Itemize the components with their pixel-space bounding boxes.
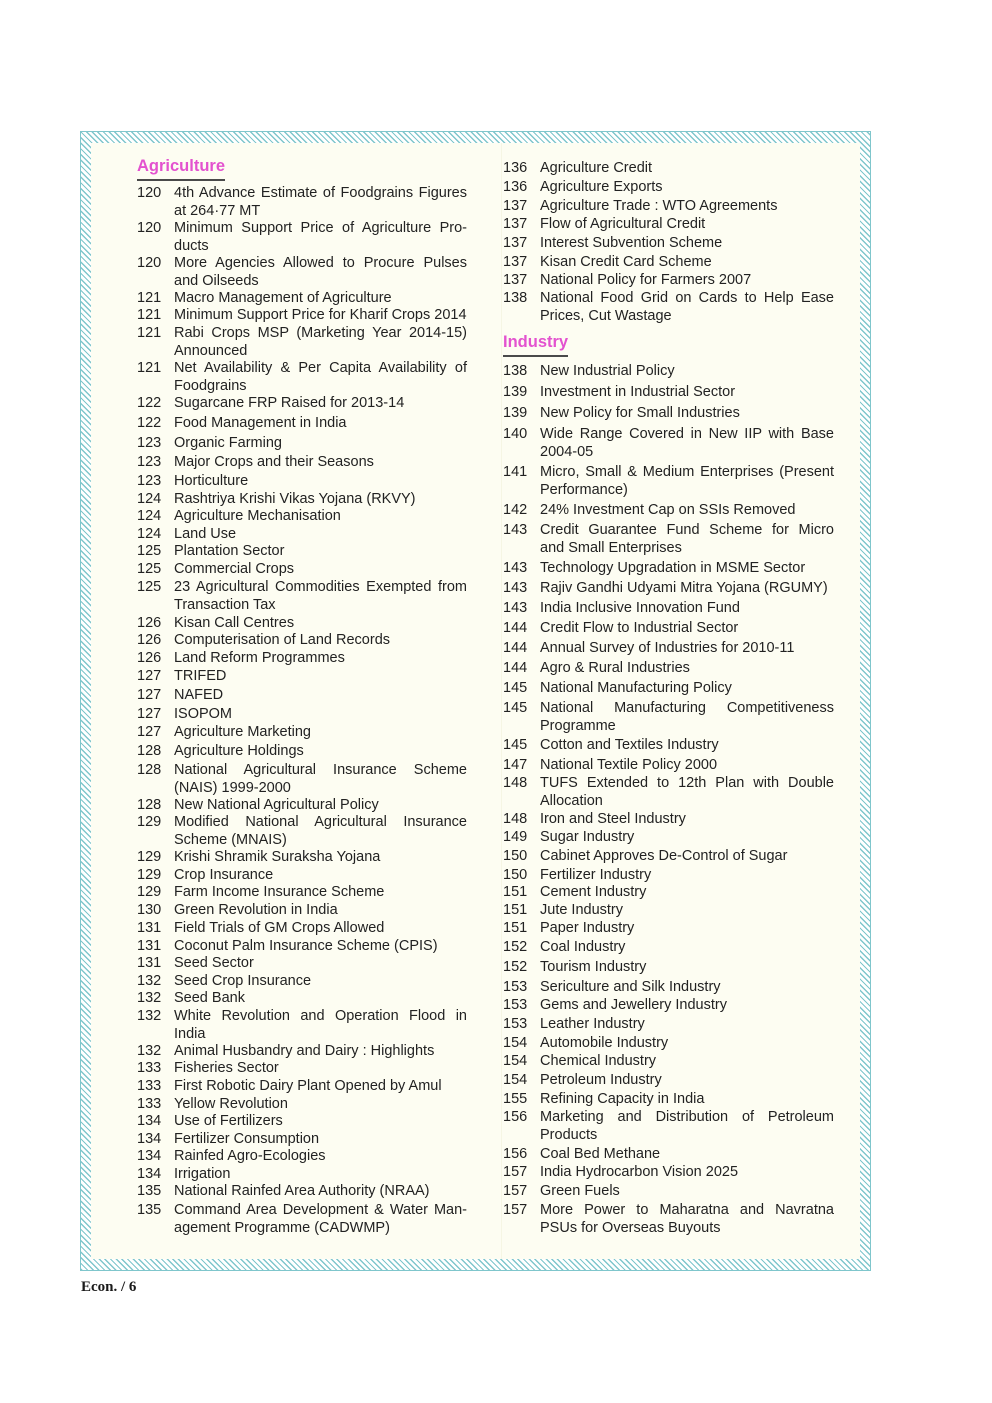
entry-title: Credit Guarantee Fund Scheme for Micro and Small Enterprises — [540, 522, 834, 556]
entry-page-number: 120 — [137, 220, 162, 236]
entry-page-number: 134 — [137, 1166, 162, 1182]
contents-panel — [91, 143, 860, 1259]
entry-title: Interest Subvention Scheme — [540, 235, 723, 251]
entry-page-number: 134 — [137, 1113, 162, 1129]
entry-page-number: 135 — [137, 1183, 162, 1199]
entry-title: Modified National Agricultural Insurance Scheme (MNAIS) — [174, 814, 467, 848]
entry-title: Plantation Sector — [174, 543, 285, 559]
entry-title: Sugar Industry — [540, 829, 635, 845]
entry-page-number: 121 — [137, 325, 162, 341]
entry-page-number: 137 — [503, 254, 528, 270]
entry-page-number: 123 — [137, 454, 162, 470]
entry-page-number: 132 — [137, 990, 162, 1006]
entry-page-number: 130 — [137, 902, 162, 918]
entry-page-number: 132 — [137, 1008, 162, 1024]
entry-page-number: 127 — [137, 668, 162, 684]
entry-title: Organic Farming — [174, 435, 282, 451]
entry-title: Rajiv Gandhi Udyami Mitra Yojana (RGUMY) — [540, 580, 828, 596]
entry-page-number: 127 — [137, 687, 162, 703]
entry-title: Land Use — [174, 526, 237, 542]
entry-page-number: 153 — [503, 979, 528, 995]
entry-title: Wide Range Covered in New IIP with Base 2004-05 — [540, 426, 834, 460]
entry-page-number: 149 — [503, 829, 528, 845]
entry-page-number: 148 — [503, 775, 528, 791]
entry-page-number: 121 — [137, 307, 162, 323]
entry-page-number: 154 — [503, 1035, 528, 1051]
entry-page-number: 157 — [503, 1164, 528, 1180]
entry-page-number: 151 — [503, 884, 528, 900]
entry-title: Seed Sector — [174, 955, 254, 971]
entry-page-number: 151 — [503, 920, 528, 936]
entry-title: Sericulture and Silk Industry — [540, 979, 721, 995]
entry-title: First Robotic Dairy Plant Opened by Amul — [174, 1078, 442, 1094]
entry-page-number: 123 — [137, 473, 162, 489]
entry-page-number: 143 — [503, 522, 528, 538]
entry-page-number: 150 — [503, 867, 528, 883]
entry-title: Net Availability & Per Capita Availability of Foodgrains — [174, 360, 467, 394]
entry-title: Farm Income Insurance Scheme — [174, 884, 385, 900]
entry-page-number: 154 — [503, 1053, 528, 1069]
entry-page-number: 121 — [137, 360, 162, 376]
entry-page-number: 145 — [503, 737, 528, 753]
entry-page-number: 152 — [503, 939, 528, 955]
entry-page-number: 128 — [137, 762, 162, 778]
entry-title: Marketing and Distribution of Petroleum Products — [540, 1109, 834, 1143]
entry-title: Minimum Support Price of Agriculture Pro-ducts — [174, 220, 467, 254]
entry-title: Agriculture Holdings — [174, 743, 304, 759]
entry-title: Technology Upgradation in MSME Sector — [540, 560, 806, 576]
entry-page-number: 131 — [137, 955, 162, 971]
entry-title: Minimum Support Price for Kharif Crops 2014 — [174, 307, 467, 323]
entry-title: Irrigation — [174, 1166, 231, 1182]
entry-page-number: 153 — [503, 1016, 528, 1032]
page-footer: Econ. / 6 — [81, 1279, 137, 1295]
entry-page-number: 153 — [503, 997, 528, 1013]
entry-page-number: 141 — [503, 464, 528, 480]
entry-title: Krishi Shramik Suraksha Yojana — [174, 849, 381, 865]
entry-title: More Agencies Allowed to Procure Pulses and Oilseeds — [174, 255, 467, 289]
entry-title: 23 Agricultural Commodities Exempted from Transaction Tax — [174, 579, 467, 613]
entry-page-number: 135 — [137, 1202, 162, 1218]
entry-title: TUFS Extended to 12th Plan with Double Allocation — [540, 775, 834, 809]
entry-page-number: 126 — [137, 632, 162, 648]
entry-title: Tourism Industry — [540, 959, 647, 975]
entry-title: India Hydrocarbon Vision 2025 — [540, 1164, 739, 1180]
contents-frame — [80, 131, 871, 1271]
entry-page-number: 155 — [503, 1091, 528, 1107]
entry-title: New Policy for Small Industries — [540, 405, 740, 421]
entry-title: Chemical Industry — [540, 1053, 657, 1069]
entry-page-number: 143 — [503, 580, 528, 596]
agriculture-heading: Agriculture — [137, 157, 225, 181]
entry-page-number: 131 — [137, 938, 162, 954]
entry-page-number: 152 — [503, 959, 528, 975]
entry-page-number: 136 — [503, 160, 528, 176]
entry-title: Paper Industry — [540, 920, 635, 936]
entry-title: Coconut Palm Insurance Scheme (CPIS) — [174, 938, 438, 954]
entry-title: Commercial Crops — [174, 561, 295, 577]
entry-title: Horticulture — [174, 473, 249, 489]
entry-page-number: 140 — [503, 426, 528, 442]
entry-page-number: 124 — [137, 526, 162, 542]
entry-title: White Revolution and Operation Flood in India — [174, 1008, 467, 1042]
entry-page-number: 137 — [503, 235, 528, 251]
entry-page-number: 129 — [137, 867, 162, 883]
entry-title: Seed Crop Insurance — [174, 973, 312, 989]
entry-title: National Rainfed Area Authority (NRAA) — [174, 1183, 430, 1199]
entry-page-number: 142 — [503, 502, 528, 518]
entry-page-number: 120 — [137, 255, 162, 271]
entry-page-number: 129 — [137, 884, 162, 900]
entry-page-number: 122 — [137, 395, 162, 411]
entry-title: Kisan Credit Card Scheme — [540, 254, 712, 270]
entry-page-number: 133 — [137, 1096, 162, 1112]
entry-title: Automobile Industry — [540, 1035, 669, 1051]
entry-title: Crop Insurance — [174, 867, 274, 883]
entry-title: Kisan Call Centres — [174, 615, 295, 631]
entry-page-number: 126 — [137, 615, 162, 631]
entry-page-number: 121 — [137, 290, 162, 306]
entry-title: ISOPOM — [174, 706, 233, 722]
entry-page-number: 125 — [137, 579, 162, 595]
entry-page-number: 143 — [503, 600, 528, 616]
entry-title: Green Revolution in India — [174, 902, 338, 918]
entry-page-number: 126 — [137, 650, 162, 666]
entry-page-number: 156 — [503, 1146, 528, 1162]
entry-page-number: 132 — [137, 973, 162, 989]
industry-heading: Industry — [503, 333, 568, 357]
entry-title: Coal Industry — [540, 939, 626, 955]
entry-title: Computerisation of Land Records — [174, 632, 391, 648]
entry-title: TRIFED — [174, 668, 227, 684]
entry-title: Major Crops and their Seasons — [174, 454, 374, 470]
entry-title: Micro, Small & Medium Enterprises (Present Performance) — [540, 464, 834, 498]
entry-page-number: 120 — [137, 185, 162, 201]
entry-title: NAFED — [174, 687, 224, 703]
entry-page-number: 157 — [503, 1202, 528, 1218]
entry-title: Macro Management of Agriculture — [174, 290, 392, 306]
entry-title: National Manufacturing Competitiveness Programme — [540, 700, 834, 734]
entry-title: Agro & Rural Industries — [540, 660, 690, 676]
entry-title: Animal Husbandry and Dairy : Highlights — [174, 1043, 435, 1059]
entry-title: Agriculture Exports — [540, 179, 663, 195]
entry-title: New National Agricultural Policy — [174, 797, 379, 813]
entry-title: New Industrial Policy — [540, 363, 675, 379]
entry-title: National Textile Policy 2000 — [540, 757, 718, 773]
entry-title: Agriculture Trade : WTO Agreements — [540, 198, 778, 214]
entry-page-number: 157 — [503, 1183, 528, 1199]
entry-page-number: 131 — [137, 920, 162, 936]
entry-page-number: 147 — [503, 757, 528, 773]
entry-title: Use of Fertilizers — [174, 1113, 283, 1129]
entry-title: Seed Bank — [174, 990, 245, 1006]
entry-page-number: 128 — [137, 797, 162, 813]
entry-title: Fisheries Sector — [174, 1060, 279, 1076]
entry-page-number: 145 — [503, 700, 528, 716]
entry-title: Credit Flow to Industrial Sector — [540, 620, 739, 636]
entry-title: Field Trials of GM Crops Allowed — [174, 920, 385, 936]
entry-page-number: 137 — [503, 272, 528, 288]
entry-page-number: 122 — [137, 415, 162, 431]
entry-page-number: 124 — [137, 508, 162, 524]
entry-page-number: 123 — [137, 435, 162, 451]
entry-title: Yellow Revolution — [174, 1096, 288, 1112]
column-divider — [501, 143, 502, 1259]
entry-title: National Food Grid on Cards to Help Ease Prices, Cut Wastage — [540, 290, 834, 324]
entry-title: Rashtriya Krishi Vikas Yojana (RKVY) — [174, 491, 416, 507]
entry-page-number: 139 — [503, 384, 528, 400]
entry-title: 4th Advance Estimate of Foodgrains Figures at 264·77 MT — [174, 185, 467, 219]
entry-page-number: 127 — [137, 724, 162, 740]
entry-page-number: 129 — [137, 814, 162, 830]
entry-title: Cabinet Approves De-Control of Sugar — [540, 848, 788, 864]
entry-title: Gems and Jewellery Industry — [540, 997, 727, 1013]
entry-title: Command Area Development & Water Man-agement Programme (CADWMP) — [174, 1202, 467, 1236]
entry-page-number: 143 — [503, 560, 528, 576]
entry-title: Coal Bed Methane — [540, 1146, 661, 1162]
entry-title: More Power to Maharatna and Navratna PSUs for Overseas Buyouts — [540, 1202, 834, 1236]
entry-title: Food Management in India — [174, 415, 347, 431]
entry-page-number: 154 — [503, 1072, 528, 1088]
entry-title: Agriculture Credit — [540, 160, 653, 176]
entry-title: Sugarcane FRP Raised for 2013-14 — [174, 395, 405, 411]
entry-page-number: 150 — [503, 848, 528, 864]
entry-page-number: 133 — [137, 1078, 162, 1094]
entry-title: Investment in Industrial Sector — [540, 384, 736, 400]
entry-title: Agriculture Mechanisation — [174, 508, 341, 524]
entry-title: Green Fuels — [540, 1183, 620, 1199]
entry-title: National Policy for Farmers 2007 — [540, 272, 752, 288]
entry-title: Flow of Agricultural Credit — [540, 216, 706, 232]
entry-title: Cotton and Textiles Industry — [540, 737, 719, 753]
entry-page-number: 125 — [137, 561, 162, 577]
entry-page-number: 151 — [503, 902, 528, 918]
entry-title: 24% Investment Cap on SSIs Removed — [540, 502, 796, 518]
entry-page-number: 144 — [503, 640, 528, 656]
entry-page-number: 124 — [137, 491, 162, 507]
entry-page-number: 134 — [137, 1131, 162, 1147]
entry-title: Rainfed Agro-Ecologies — [174, 1148, 326, 1164]
entry-page-number: 139 — [503, 405, 528, 421]
entry-title: Rabi Crops MSP (Marketing Year 2014-15) Announced — [174, 325, 467, 359]
entry-title: Jute Industry — [540, 902, 624, 918]
entry-page-number: 144 — [503, 660, 528, 676]
entry-title: Fertilizer Industry — [540, 867, 652, 883]
entry-title: Land Reform Programmes — [174, 650, 345, 666]
entry-page-number: 137 — [503, 198, 528, 214]
entry-title: Refining Capacity in India — [540, 1091, 705, 1107]
entry-title: Leather Industry — [540, 1016, 645, 1032]
entry-title: National Manufacturing Policy — [540, 680, 732, 696]
entry-title: Iron and Steel Industry — [540, 811, 686, 827]
entry-page-number: 145 — [503, 680, 528, 696]
entry-page-number: 129 — [137, 849, 162, 865]
entry-title: Annual Survey of Industries for 2010-11 — [540, 640, 795, 656]
entry-page-number: 133 — [137, 1060, 162, 1076]
entry-page-number: 144 — [503, 620, 528, 636]
entry-title: India Inclusive Innovation Fund — [540, 600, 740, 616]
entry-page-number: 134 — [137, 1148, 162, 1164]
entry-page-number: 148 — [503, 811, 528, 827]
entry-page-number: 138 — [503, 290, 528, 306]
entry-title: Agriculture Marketing — [174, 724, 311, 740]
entry-page-number: 137 — [503, 216, 528, 232]
entry-title: Petroleum Industry — [540, 1072, 662, 1088]
entry-title: National Agricultural Insurance Scheme (NAIS) 1999-2000 — [174, 762, 467, 796]
entry-page-number: 136 — [503, 179, 528, 195]
entry-page-number: 128 — [137, 743, 162, 759]
entry-page-number: 125 — [137, 543, 162, 559]
entry-page-number: 127 — [137, 706, 162, 722]
entry-page-number: 138 — [503, 363, 528, 379]
entry-page-number: 132 — [137, 1043, 162, 1059]
entry-title: Cement Industry — [540, 884, 647, 900]
entry-title: Fertilizer Consumption — [174, 1131, 320, 1147]
entry-page-number: 156 — [503, 1109, 528, 1125]
